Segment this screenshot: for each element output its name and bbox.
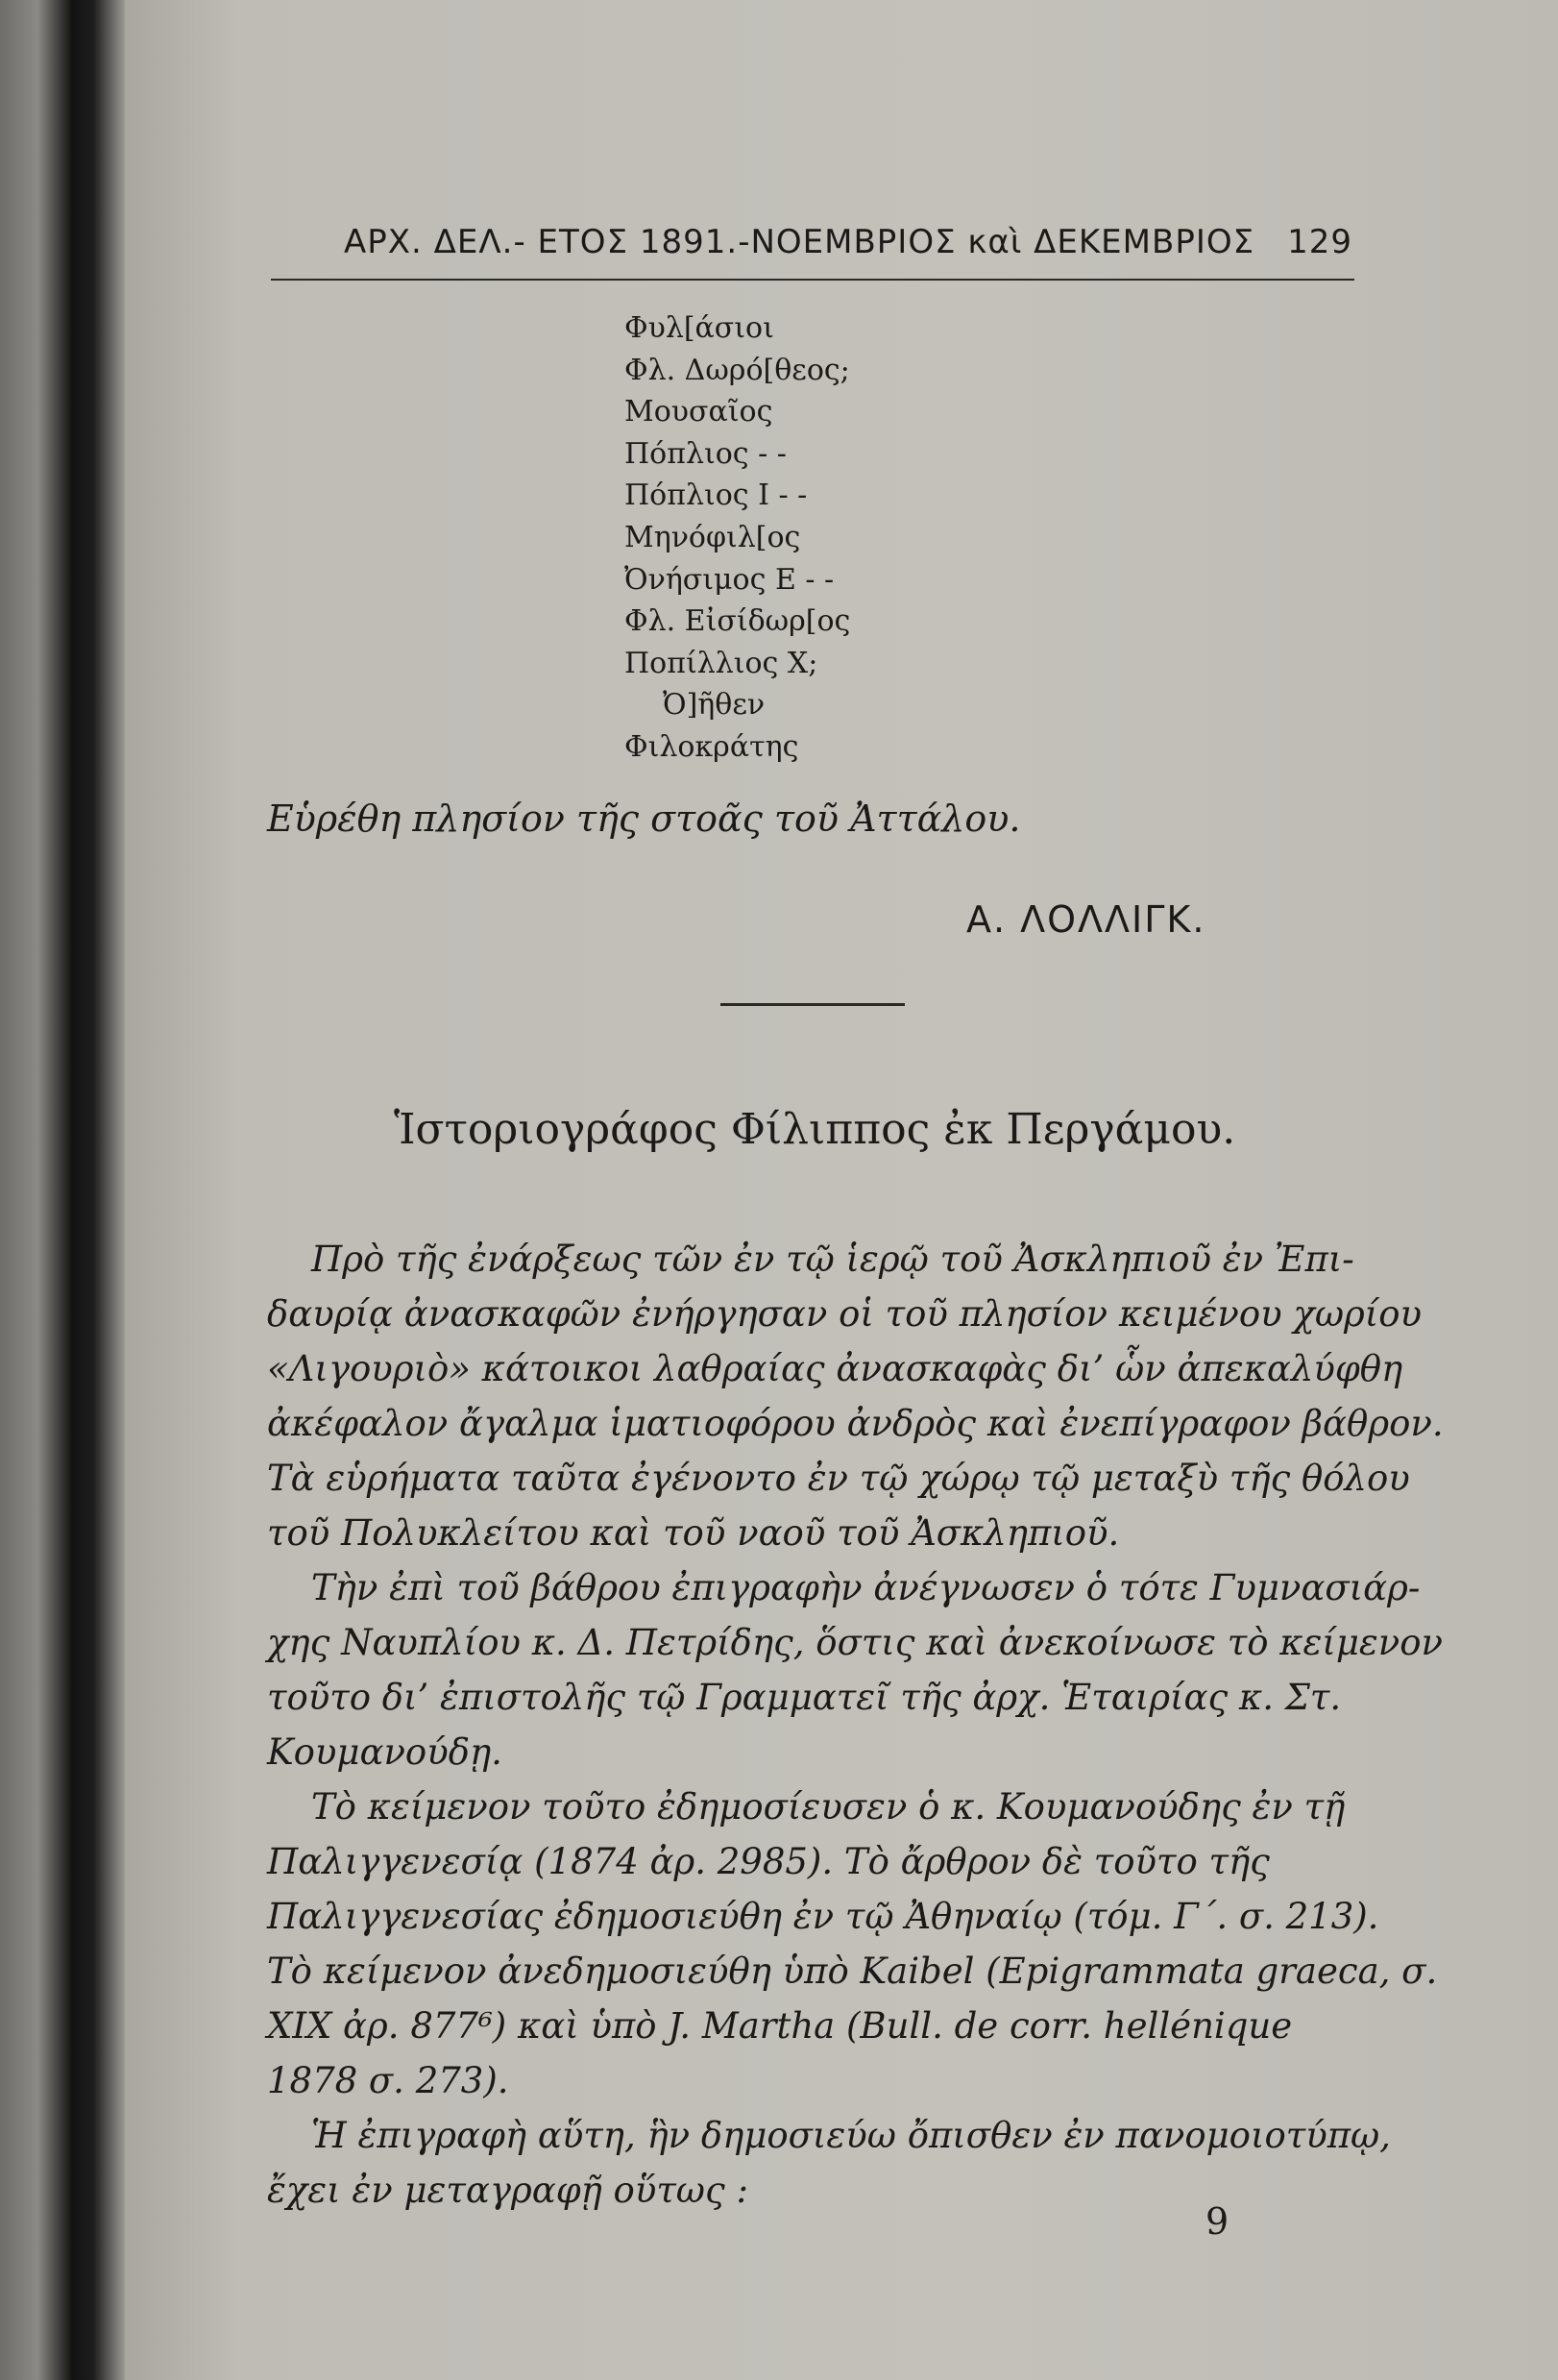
- name-line: Φλ. Δωρό[θεος;: [624, 353, 850, 387]
- body-line: XIX ἀρ. 877⁶) καὶ ὑπὸ J. Martha (Bull. de corr. hellénique: [267, 2005, 1293, 2047]
- body-line: Τὸ κείμενον τοῦτο ἐδημοσίευσεν ὁ κ. Κουμανούδης ἐν τῇ: [311, 1786, 1346, 1828]
- article-body: [267, 1232, 1444, 2218]
- found-note: Εὑρέθη πλησίον τῆς στοᾶς τοῦ Ἀττάλου.: [267, 797, 1021, 840]
- name-line: Ὀνήσιμος Ε - -: [624, 562, 835, 597]
- book-spine-shadow: [0, 0, 125, 2380]
- body-line: Παλιγγενεσίᾳ (1874 ἀρ. 2985). Τὸ ἄρθρον δὲ τοῦτο τῆς: [267, 1841, 1270, 1882]
- section-divider: [720, 1003, 905, 1006]
- body-line: τοῦ Πολυκλείτου καὶ τοῦ ναοῦ τοῦ Ἀσκληπιοῦ.: [267, 1512, 1120, 1554]
- header-rule: [271, 279, 1354, 281]
- name-line: Πόπλιος Ι - -: [624, 478, 808, 513]
- name-line: Ὀ]ῆθεν: [663, 688, 766, 723]
- article-title: Ἱστοριογράφος Φίλιππος ἐκ Περγάμου.: [394, 1105, 1236, 1154]
- body-line: δαυρίᾳ ἀνασκαφῶν ἐνήργησαν οἱ τοῦ πλησίον κειμένου χωρίου: [267, 1293, 1423, 1335]
- header-title: ΑΡΧ. ΔΕΛ.- ΕΤΟΣ 1891.-ΝΟΕΜΒΡΙΟΣ καὶ ΔΕΚΕΜΒΡΙΟΣ: [344, 223, 1255, 261]
- body-line: Κουμανούδῃ.: [267, 1731, 502, 1773]
- body-line: Τὸ κείμενον ἀνεδημοσιεύθη ὑπὸ Kaibel (Epigrammata graeca, σ.: [267, 1951, 1438, 1992]
- body-line: ἔχει ἐν μεταγραφῇ οὕτως :: [267, 2170, 748, 2211]
- signature-mark: 9: [1205, 2200, 1229, 2243]
- body-line: Τὴν ἐπὶ τοῦ βάθρου ἐπιγραφὴν ἀνέγνωσεν ὁ τότε Γυμνασιάρ-: [311, 1567, 1421, 1608]
- body-line: Ἡ ἐπιγραφὴ αὕτη, ἣν δημοσιεύω ὄπισθεν ἐν πανομοιοτύπῳ,: [311, 2115, 1391, 2156]
- header-page-number: 129: [1287, 223, 1352, 261]
- body-line: χης Ναυπλίου κ. Δ. Πετρίδης, ὅστις καὶ ἀνεκοίνωσε τὸ κείμενον: [267, 1622, 1444, 1663]
- name-line: Μηνόφιλ[ος: [624, 520, 801, 554]
- body-line: Παλιγγενεσίας ἐδημοσιεύθη ἐν τῷ Ἀθηναίῳ (τόμ. Γ΄. σ. 213).: [267, 1896, 1379, 1937]
- name-line: Μουσαῖος: [624, 395, 773, 429]
- name-line: Φυλ[άσιοι: [624, 311, 774, 345]
- name-line: Πόπλιος - -: [624, 436, 787, 471]
- inscription-name-list: [624, 307, 850, 769]
- body-line: ἀκέφαλον ἄγαλμα ἱματιοφόρου ἀνδρὸς καὶ ἐνεπίγραφον βάθρον.: [267, 1403, 1444, 1444]
- author-signature: Α. ΛΟΛΛΙΓΚ.: [966, 898, 1206, 941]
- running-header: [344, 223, 1352, 261]
- body-line: 1878 σ. 273).: [267, 2060, 509, 2101]
- body-line: «Λιγουριὸ» κάτοικοι λαθραίας ἀνασκαφὰς δι’ ὧν ἀπεκαλύφθη: [267, 1348, 1403, 1389]
- name-line: Ποπίλλιος Χ;: [624, 646, 818, 680]
- body-line: τοῦτο δι’ ἐπιστολῆς τῷ Γραμματεῖ τῆς ἀρχ. Ἑταιρίας κ. Στ.: [267, 1677, 1342, 1718]
- body-line: Τὰ εὑρήματα ταῦτα ἐγένοντο ἐν τῷ χώρῳ τῷ μεταξὺ τῆς θόλου: [267, 1458, 1410, 1499]
- body-line: Πρὸ τῆς ἐνάρξεως τῶν ἐν τῷ ἱερῷ τοῦ Ἀσκληπιοῦ ἐν Ἐπι-: [311, 1239, 1354, 1280]
- name-line: Φλ. Εἰσίδωρ[ος: [624, 604, 851, 639]
- name-line: Φιλοκράτης: [624, 729, 799, 764]
